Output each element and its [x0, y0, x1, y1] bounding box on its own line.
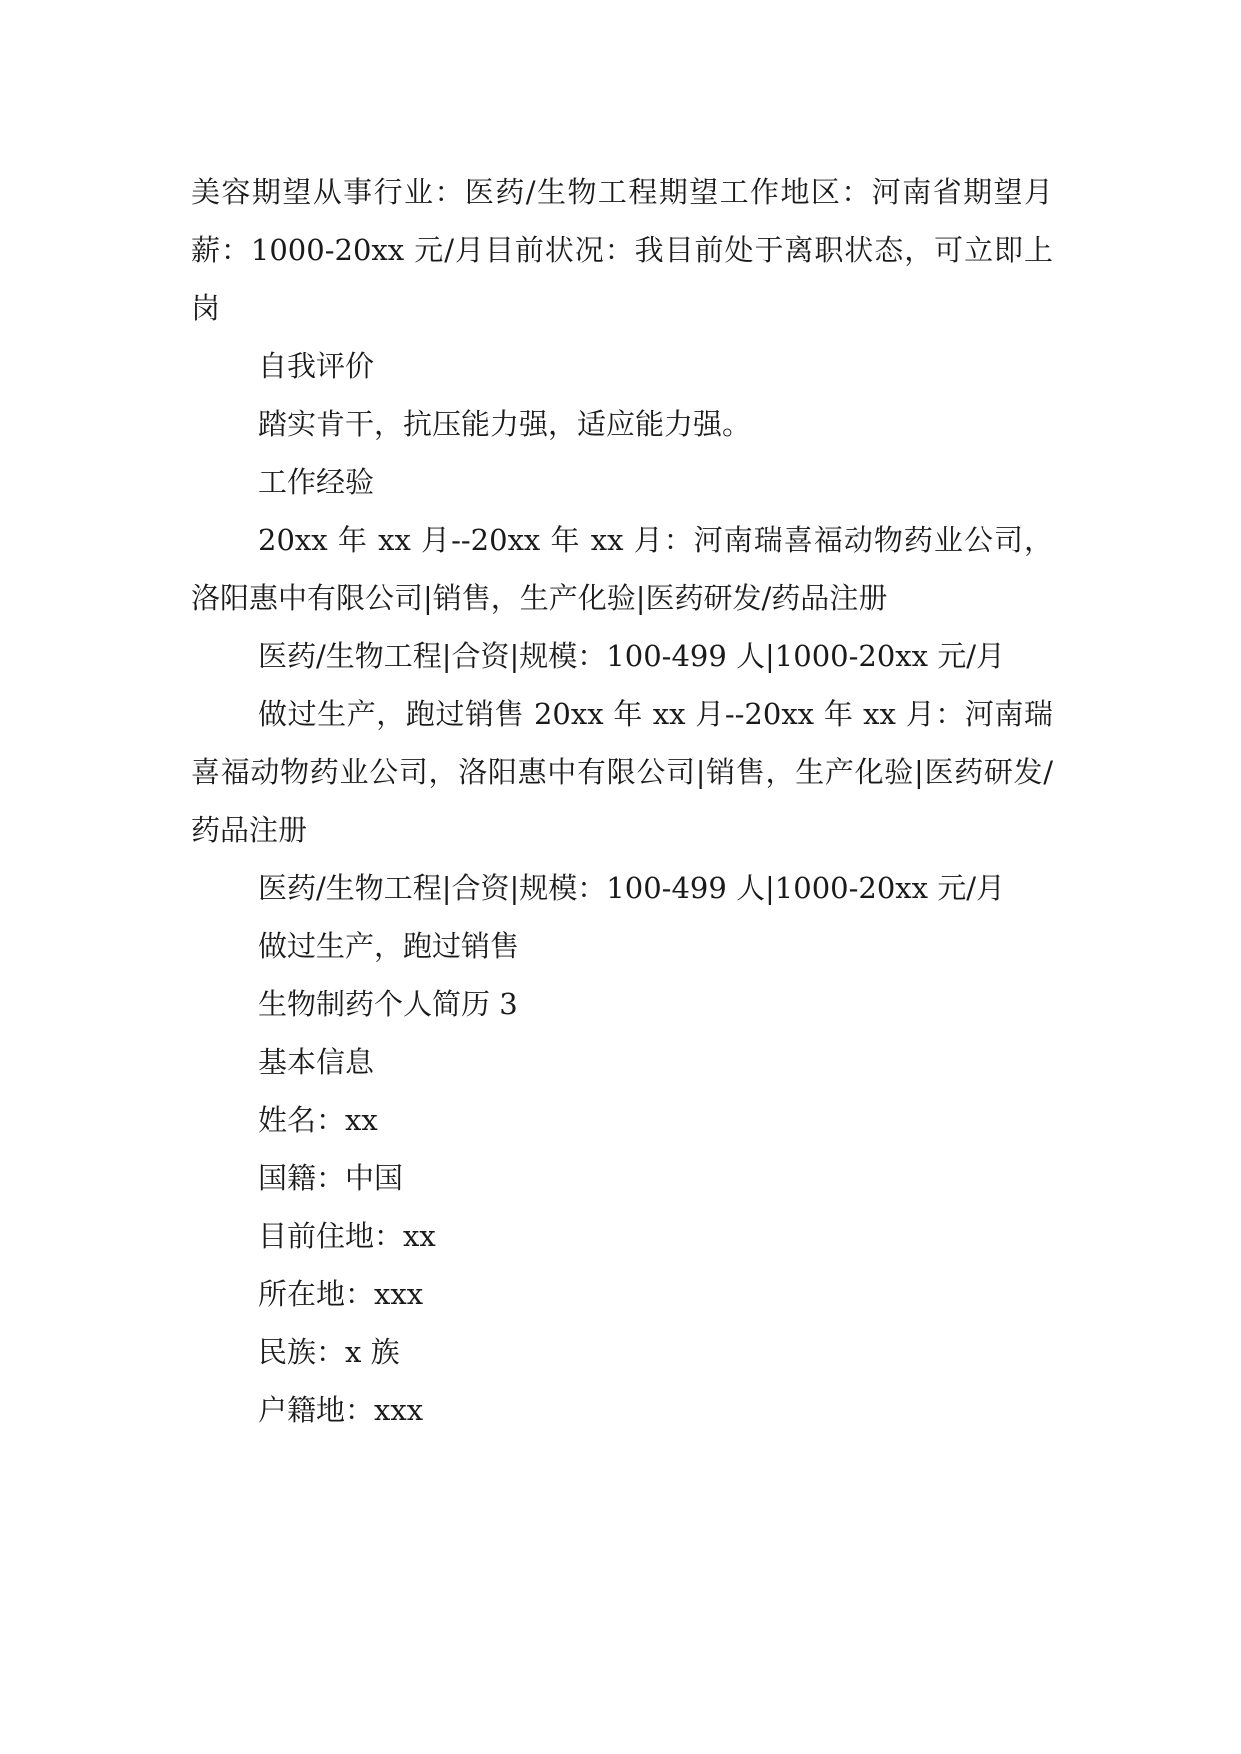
document-body [191, 163, 1053, 1439]
household-registration-field: 户籍地：xxx [258, 1393, 424, 1427]
work-experience-description: 做过生产，跑过销售 [258, 929, 520, 963]
location-field: 所在地：xxx [258, 1277, 424, 1311]
basic-info-heading: 基本信息 [258, 1045, 375, 1079]
current-residence-field: 目前住地：xx [258, 1219, 436, 1253]
work-experience-heading: 工作经验 [258, 465, 375, 499]
work-experience-entry: 做过生产，跑过销售 20xx 年 xx 月--20xx 年 xx 月：河南瑞喜福动物药业公司，洛阳惠中有限公司|销售，生产化验|医药研发/药品注册 [191, 697, 1053, 847]
self-evaluation-heading: 自我评价 [258, 349, 375, 383]
work-experience-entry: 20xx 年 xx 月--20xx 年 xx 月：河南瑞喜福动物药业公司，洛阳惠中有限公司|销售，生产化验|医药研发/药品注册 [191, 523, 1053, 615]
resume-title: 生物制药个人简历 3 [258, 987, 518, 1021]
self-evaluation-text: 踏实肯干，抗压能力强，适应能力强。 [258, 407, 752, 441]
job-intention-paragraph: 美容期望从事行业：医药/生物工程期望工作地区：河南省期望月薪：1000-20xx 元/月目前状况：我目前处于离职状态，可立即上岗 [191, 175, 1053, 325]
work-experience-details: 医药/生物工程|合资|规模：100-499 人|1000-20xx 元/月 [258, 639, 1006, 673]
nationality-field: 国籍：中国 [258, 1161, 404, 1195]
work-experience-details: 医药/生物工程|合资|规模：100-499 人|1000-20xx 元/月 [258, 871, 1006, 905]
ethnicity-field: 民族：x 族 [258, 1335, 400, 1369]
name-field: 姓名：xx [258, 1103, 378, 1137]
